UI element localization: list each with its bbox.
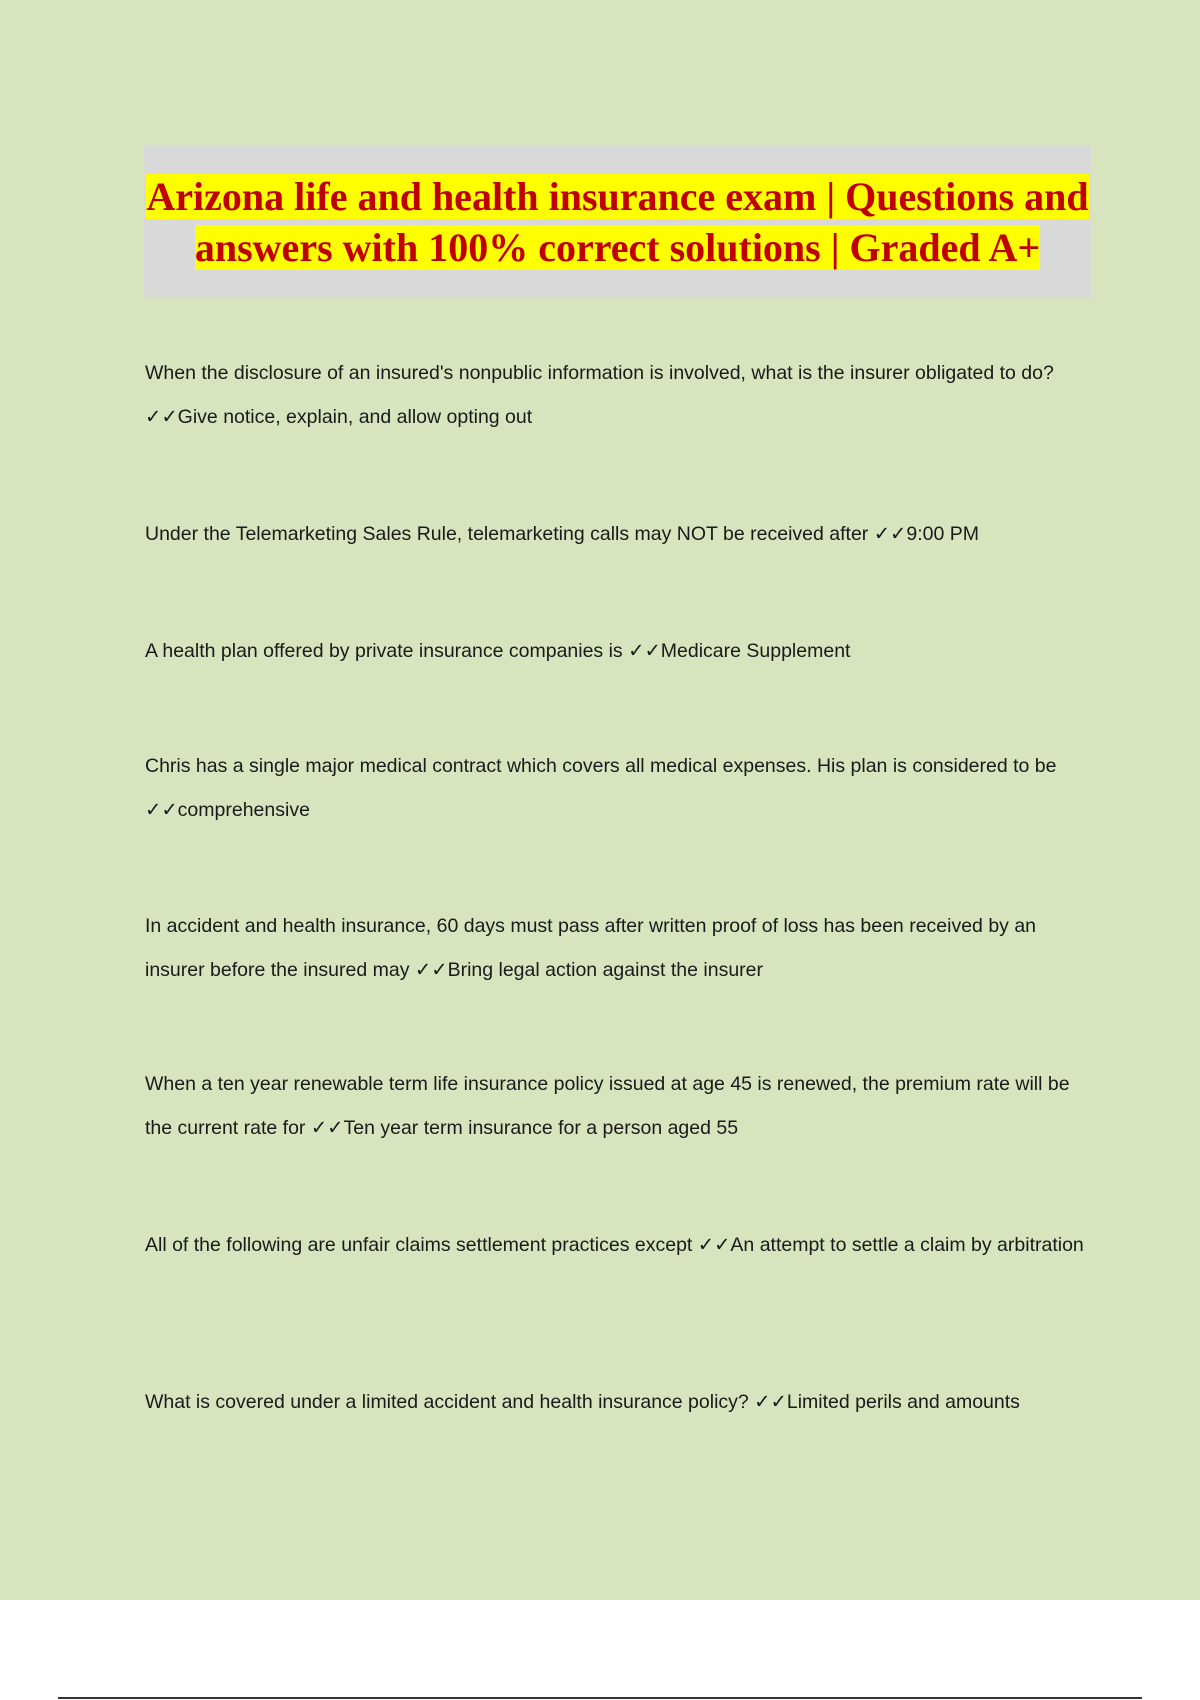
qa-entry: When a ten year renewable term life insurance policy issued at age 45 is renewed, the premium rate will be the current rate for ✓✓Ten year term insurance for a person aged 55 [145,1073,1070,1139]
qa-entry: When the disclosure of an insured's nonpublic information is involved, what is the insurer obligated to do? ✓✓Give notice, explain, and allow opting out [145,362,1054,428]
qa-entry: Chris has a single major medical contract which covers all medical expenses. His plan is considered to be ✓✓comprehensive [145,755,1057,821]
title-banner [144,145,1091,298]
qa-entry: A health plan offered by private insurance companies is ✓✓Medicare Supplement [145,640,851,662]
qa-entry: In accident and health insurance, 60 days must pass after written proof of loss has been received by an insurer before the insured may ✓✓Bring legal action against the insurer [145,915,1037,981]
document-title: Arizona life and health insurance exam | Questions and answers with 100% correct solutions | Graded A+ [146,173,1089,270]
qa-entry: Under the Telemarketing Sales Rule, telemarketing calls may NOT be received after ✓✓9:00 PM [145,523,979,545]
qa-entry: All of the following are unfair claims settlement practices except ✓✓An attempt to settle a claim by arbitration [145,1234,1084,1256]
qa-entry: What is covered under a limited accident and health insurance policy? ✓✓Limited perils and amounts [145,1391,1020,1413]
footer-divider [58,1697,1142,1699]
